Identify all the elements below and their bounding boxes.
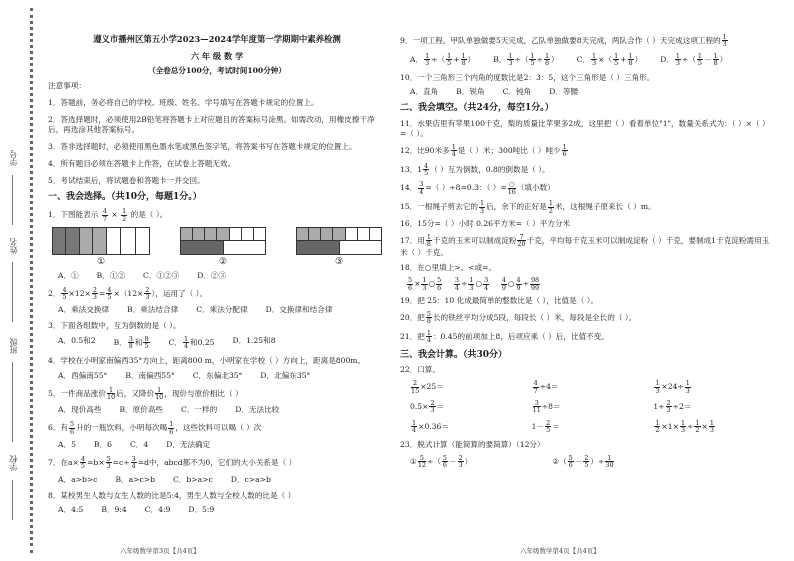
option-a[interactable]: A．西偏南55°: [58, 370, 108, 380]
binding-margin: [2, 0, 42, 561]
option-c[interactable]: C．①②③: [143, 270, 180, 280]
q4-options: [58, 371, 386, 381]
fraction: $\frac{4}{7}$: [102, 207, 107, 223]
option-c[interactable]: C．一样的: [181, 405, 218, 415]
binding-label-school: 学校: [9, 455, 18, 471]
exam-info: （全卷总分100分，考试时间100分钟）: [147, 65, 286, 75]
option-d[interactable]: D．无法确定: [166, 440, 211, 450]
question-9: 9．一项工程，甲队单独做要5天完成，乙队单独做要8天完成，两队合作（ ）天完成这项工程的 $\frac{1}{3}$: [400, 33, 727, 49]
option-d[interactable]: D． $\frac{1}{3}$ ÷（ $\frac{1}{5}$ － $\frac{1}{8}$ ）: [660, 51, 728, 68]
diagram-1: ①: [52, 227, 150, 269]
option-a[interactable]: A．4:5: [58, 505, 84, 515]
q8-options: [58, 505, 386, 515]
binding-line-id: [12, 175, 13, 225]
q10-options: [410, 87, 775, 97]
option-c[interactable]: C．4: [129, 440, 149, 450]
option-a[interactable]: A．现价高些: [58, 405, 102, 415]
option-d[interactable]: D．等腰: [549, 87, 579, 97]
q6-options: [58, 440, 386, 450]
question-12: 12．比90米多 $\frac{1}{4}$ 是（ ）米；300吨比（ ）吨少 $\frac{1}{6}$: [400, 142, 567, 159]
diagram-3: ③: [296, 227, 382, 269]
option-b[interactable]: B．原价高些: [119, 405, 164, 415]
exam-title: 遵义市播州区第五小学2023—2024学年度第一学期期中素养检测: [93, 34, 341, 44]
option-b[interactable]: B．南偏西55°: [125, 370, 175, 380]
option-a[interactable]: A． $\frac{1}{3}$ ÷（ $\frac{1}{5}$ + $\frac{1}{8}$ ）: [410, 51, 476, 68]
q7-options: [58, 475, 386, 485]
question-14: 14． $\frac{3}{4}$ =（ ）÷8=0.3：（ ）= $\frac{○}{16}$ （填小数）: [400, 180, 555, 196]
option-b[interactable]: B． $\frac{1}{3}$ ÷（ $\frac{1}{5}$ ÷ $\frac{1}{8}$ ）: [493, 51, 559, 68]
notice-item: 2．答选择题时，必须使用2B铅笔将答题卡上对应题目的答案标号涂黑。如需改动，用橡皮擦干净后，再选涂其他答案标号。: [48, 115, 375, 135]
grade-subject: 六 年 级 数 学: [190, 50, 244, 61]
notice-item: 3．答非选择题时，必须使用黑色墨水笔或黑色签字笔，将答案书写在答题卡规定的位置上。: [48, 141, 357, 151]
binding-label-class: 班级: [9, 338, 18, 354]
question-22: 22．口算。: [400, 365, 441, 375]
question-6: 6．有 $\frac{5}{6}$ 升的一瓶饮料，小明每次喝 $\frac{1}{6}$ ，这些饮料可以喝（ ）次: [48, 420, 262, 436]
q3-options: [58, 336, 386, 350]
option-a[interactable]: A．乘法交换律: [58, 305, 110, 315]
notice-block: [48, 81, 386, 185]
q2-options: [58, 305, 386, 315]
q1-options: [58, 271, 386, 281]
option-c[interactable]: C．东偏北35°: [192, 370, 243, 380]
option-c[interactable]: C．4:9: [144, 505, 171, 515]
question-16: 16．15分=（ ）小时 0.26平方米=（ ）平方分米: [400, 219, 571, 228]
option-b[interactable]: B．①②: [96, 270, 126, 280]
option-c[interactable]: C．乘法分配律: [196, 305, 248, 315]
option-a[interactable]: A．①: [58, 270, 79, 280]
option-c[interactable]: C．钝角: [502, 87, 532, 97]
question-17: 17．用 $\frac{1}{8}$ 千克的玉米可以制成淀粉 $\frac{7}{20}$ 千克，平均每千克玉米可以制成淀粉（ ）千克，要制成1千克淀粉需用玉米（ ）千克。: [400, 232, 770, 257]
left-column: [48, 30, 386, 521]
option-a[interactable]: A．a>b>c: [58, 474, 98, 484]
diagram-2: ②: [180, 227, 266, 269]
binding-label-name: 姓名: [9, 238, 18, 254]
right-column: [400, 34, 775, 468]
option-b[interactable]: B．锐角: [456, 87, 485, 97]
section1-title: 一、我会选择。（共10分，每题1分。）: [48, 192, 202, 203]
notice-item: 1．答题前，务必将自己的学校、班级、姓名、学号填写在答题卡规定的位置上。: [48, 98, 319, 108]
option-b[interactable]: B．6: [93, 440, 112, 450]
option-b[interactable]: B．乘法结合律: [127, 305, 179, 315]
question-13: 13．1 $\frac{4}{5}$ （ ）互为倒数，0.8的倒数是（ ）。: [400, 161, 550, 177]
option-c[interactable]: C． $\frac{1}{3}$ ×（ $\frac{1}{5}$ + $\frac{1}{8}$ ）: [576, 51, 643, 68]
notice-item: 5．考试结束后，将试题卷和答题卡一并交回。: [48, 175, 205, 185]
option-d[interactable]: D．1.25和8: [232, 336, 276, 346]
question-8: 8．某校男生人数与女生人数的比是5:4，男生人数与全校人数的比是（ ）: [48, 490, 296, 500]
notice-heading: 注意事项：: [48, 81, 86, 91]
option-d[interactable]: D．无法比较: [235, 405, 280, 415]
option-d[interactable]: D．②③: [197, 270, 227, 280]
binding-line-name: [12, 262, 13, 322]
binding-line-class: [12, 362, 13, 442]
question-10: 10．一个三角形三个内角的度数比是2：3：5，这个三角形是（ ）三角形。: [400, 72, 655, 82]
binding-label-id: 学号: [9, 150, 18, 166]
question-20: 20．把 $\frac{5}{8}$ 长的铁丝平均分成5段，每段长（ ）米，每段是全长的（ ）。: [400, 310, 637, 326]
option-a[interactable]: A．直角: [410, 87, 439, 97]
option-c[interactable]: C． $\frac{1}{4}$ 和0.25: [168, 335, 215, 351]
q9-options: [410, 53, 775, 67]
option-d[interactable]: D．5:9: [188, 505, 215, 515]
notice-item: 4．所有题目必须在答题卡上作答，在试卷上答题无效。: [48, 158, 236, 168]
option-b[interactable]: B．9:4: [101, 505, 127, 515]
question-21: 21．把 $\frac{1}{4}$ ：0.45的前项加上8，后项应乘（ ）后，比值不变。: [400, 328, 609, 345]
question-11: 11．水果店里有苹果100千克，梨的质量比苹果多2成，这里把（ ）看着单位"1"，数量关系式为：（ ）×（ ）=（ ）。: [400, 119, 770, 138]
question-15: 15．一根绳子剪去它的 $\frac{1}{3}$ 后，余下的正好是 $\frac{1}{2}$ 米，这根绳子原来长（ ）m。: [400, 199, 656, 215]
question-19: 19．把 25：10 化成最简单的整数比是（ ），比值是（ ）。: [400, 296, 599, 306]
section3-title: 三、我会计算。（共30分）: [400, 349, 508, 360]
option-c[interactable]: C．b>a>c: [173, 474, 213, 484]
question-4: 4．学校在小明家南偏西35°方向上，距离800 m，小明家在学校（ ）方向上，距离是800m。: [48, 355, 366, 365]
footer-left: 六年级数学第3页【共4页】: [120, 547, 200, 555]
step-calc: ① $\frac{5}{12}$ ÷（ $\frac{5}{6}$ － $\frac{2}{3}$ ） ②（ $\frac{5}{6}$ － $\frac{2}{5}$ ）÷ $\frac{1}{30}$: [410, 453, 614, 469]
footer-right: 六年级数学第4页【共4页】: [520, 547, 600, 555]
mental-calc-grid: $\frac{2}{15}$ ×25＝ $\frac{4}{7}$ ÷4＝ $\frac{1}{3}$ ×24÷ $\frac{1}{3}$ 0.5× $\frac{2}{3}$ ＝ $\frac{3}{11}$ ÷8＝ 1÷ $\frac{2}{3}$ ÷2＝ $\frac{1}{4}$ ×0.36＝ 1－ $\frac{2}{5}$ ＝ $\frac{1}{2}$ ×1× $\frac{1}{3}$ ÷ $\frac{1}{2}$ × $\frac{1}{3}$: [410, 379, 714, 435]
option-a[interactable]: A．0.5和2: [58, 336, 96, 346]
question-1: 1．下图能表示 $\frac{4}{7}$ × $\frac{1}{2}$ 的是（ ）。: [48, 207, 168, 223]
question-18-items: $\frac{5}{6}$ × $\frac{1}{3}$ ○ $\frac{5}{6}$ $\frac{3}{4}$ ÷ $\frac{1}{3}$ ○ $\frac{3}{4}$ $\frac{4}{9}$ ○ $\frac{4}{9}$ ÷ $\frac{98}{99}$: [408, 276, 540, 292]
question-5: 5．一件商品涨价 $\frac{1}{10}$ 后，又降价 $\frac{1}{10}$ ，现价与原价相比（ ）: [48, 385, 243, 401]
fraction: $\frac{1}{2}$: [122, 207, 127, 223]
section2-title: 二、我会填空。（共24分，每空1分。）: [400, 103, 554, 114]
question-7: 7．在a× $\frac{4}{5}$ =b× $\frac{5}{3}$ =c÷ $\frac{3}{4}$ =d中，abcd都不为0，它们的大小关系是（ ）: [48, 454, 297, 471]
question-23: 23．脱式计算（能简算的要简算）（12分）: [400, 439, 545, 449]
question-3: 3．下面各组数中，互为倒数的是（ ）。: [48, 321, 181, 331]
fraction-diagrams: [48, 227, 386, 269]
binding-line-school: [12, 480, 13, 520]
option-d[interactable]: D．交换律和结合律: [265, 305, 333, 315]
option-d[interactable]: D．c>a>b: [230, 474, 271, 484]
option-b[interactable]: B． $\frac{3}{8}$ 和 $\frac{8}{5}$: [113, 335, 149, 351]
binding-dotted-line: [30, 8, 39, 553]
option-d[interactable]: D．北偏东35°: [260, 370, 311, 380]
question-2: 2． $\frac{4}{5}$ ×12× $\frac{2}{3}$ = $\frac{4}{5}$ ×（12× $\frac{2}{3}$ ），运用了（ ）。: [48, 285, 208, 301]
option-a[interactable]: A．5: [58, 440, 76, 450]
option-b[interactable]: B．a>c>b: [115, 474, 155, 484]
question-18: 18．在○里填上>、<或=。: [400, 262, 497, 272]
q5-options: [58, 405, 386, 415]
